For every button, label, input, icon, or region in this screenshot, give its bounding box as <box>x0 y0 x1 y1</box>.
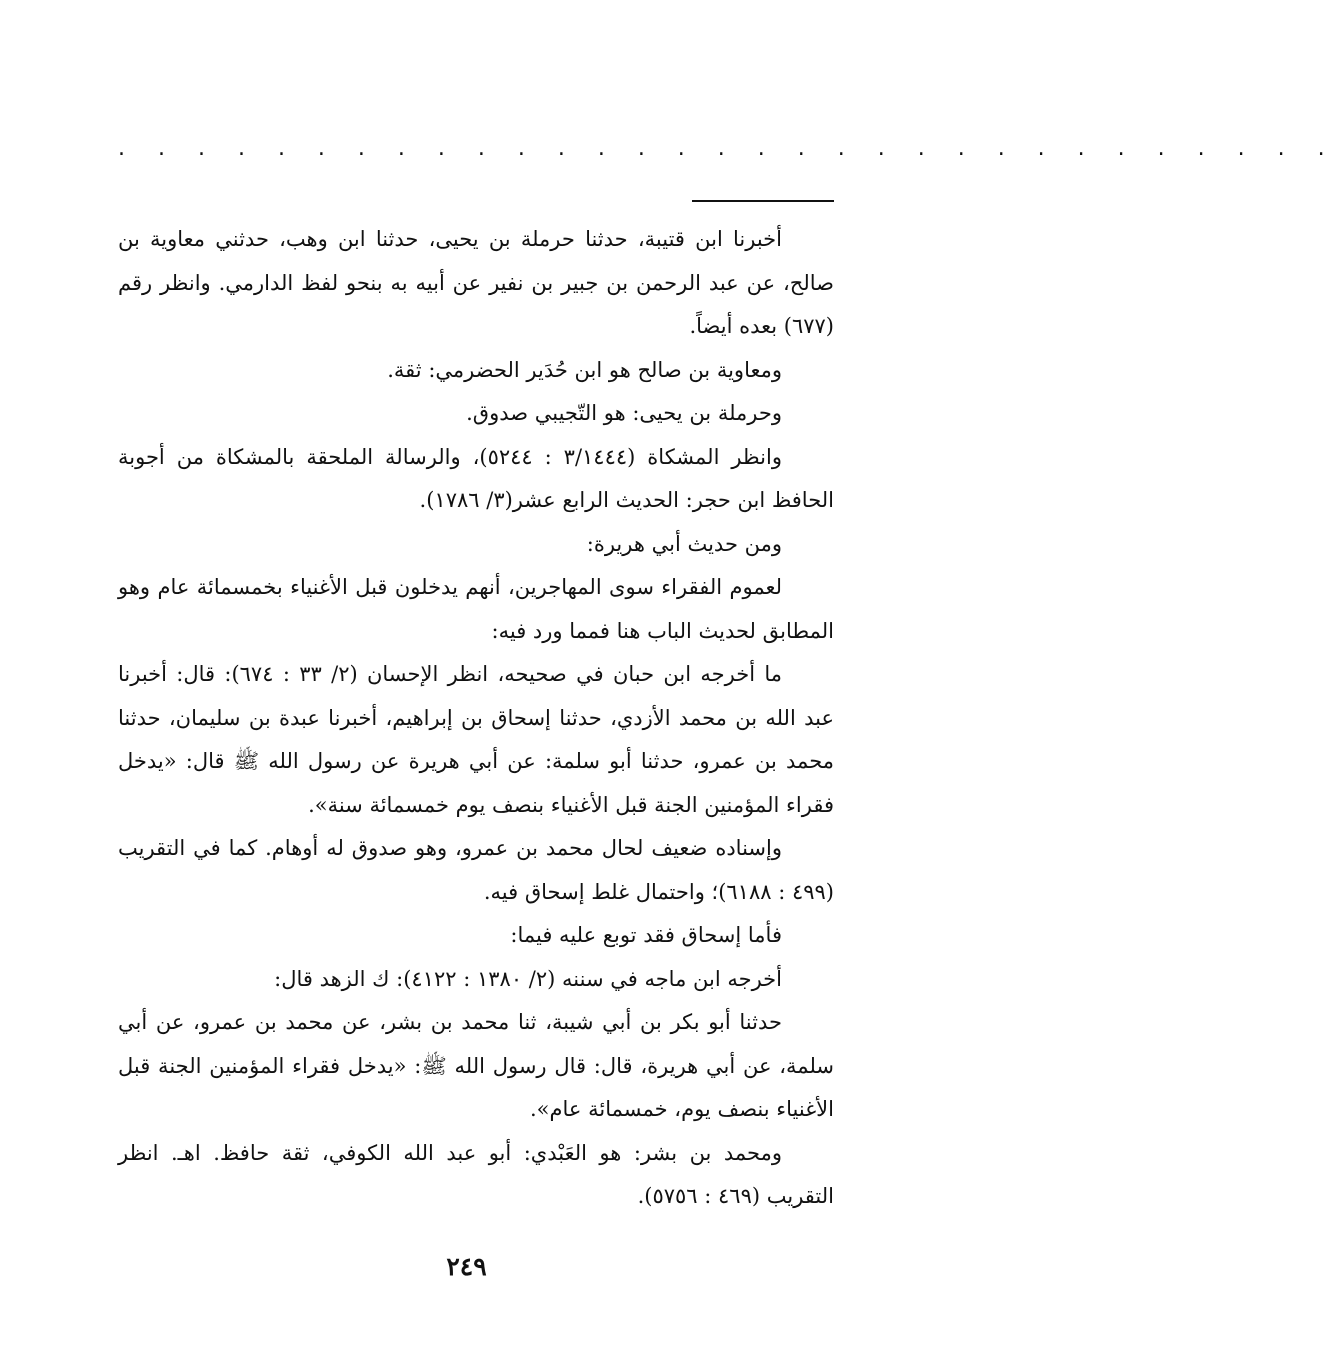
paragraph-8: وإسناده ضعيف لحال محمد بن عمرو، وهو صدوق له أوهام. كما في التقريب (٤٩٩ : ٦١٨٨)؛ واحتمال غلط إسحاق فيه. <box>118 836 834 904</box>
page-number: ٢٤٩ <box>446 1252 487 1281</box>
footnote-rule <box>692 200 834 202</box>
separator-dots: . . . . . . . . . . . . . . . . . . . . . . . . . . . . . . . <box>118 136 1338 161</box>
footnote-text <box>118 218 834 1219</box>
paragraph-11: حدثنا أبو بكر بن أبي شيبة، ثنا محمد بن بشر، عن محمد بن عمرو، عن أبي سلمة، عن أبي هريرة، قال: قال رسول الله ﷺ: «يدخل فقراء المؤمنين الجنة قبل الأغنياء بنصف يوم، خمسمائة عام». <box>118 1010 834 1121</box>
paragraph-2: ومعاوية بن صالح هو ابن حُدَير الحضرمي: ثقة. <box>387 357 782 382</box>
paragraph-9: فأما إسحاق فقد توبع عليه فيما: <box>510 923 782 947</box>
paragraph-10: أخرجه ابن ماجه في سننه (٢/ ١٣٨٠ : ٤١٢٢): ك الزهد قال: <box>274 966 782 991</box>
paragraph-5: ومن حديث أبي هريرة: <box>586 531 782 556</box>
paragraph-3: وحرملة بن يحيى: هو التّجيبي صدوق. <box>466 401 782 425</box>
paragraph-1: أخبرنا ابن قتيبة، حدثنا حرملة بن يحيى، حدثنا ابن وهب، حدثني معاوية بن صالح، عن عبد الرحمن بن جبير بن نفير عن أبيه به بنحو لفظ الدارمي. وانظر رقم (٦٧٧) بعده أيضاً. <box>118 227 834 338</box>
paragraph-4: وانظر المشكاة (٣/١٤٤٤ : ٥٢٤٤)، والرسالة الملحقة بالمشكاة من أجوبة الحافظ ابن حجر: الحديث الرابع عشر(٣/ ١٧٨٦). <box>118 444 834 512</box>
paragraph-7: ما أخرجه ابن حبان في صحيحه، انظر الإحسان (٢/ ٣٣ : ٦٧٤): قال: أخبرنا عبد الله بن محمد الأزدي، حدثنا إسحاق بن إبراهيم، أخبرنا عبدة بن سليمان، حدثنا محمد بن عمرو، حدثنا أبو سلمة: عن أبي هريرة عن رسول الله ﷺ قال: «يدخل فقراء المؤمنين الجنة قبل الأغنياء بنصف يوم خمسمائة سنة». <box>118 662 834 817</box>
paragraph-6: لعموم الفقراء سوى المهاجرين، أنهم يدخلون قبل الأغنياء بخمسمائة عام وهو المطابق لحديث الباب هنا فمما ورد فيه: <box>118 575 834 643</box>
paragraph-12: ومحمد بن بشر: هو العَبْدي: أبو عبد الله الكوفي، ثقة حافظ. اهـ. انظر التقريب (٤٦٩ : ٥٧٥٦). <box>118 1140 834 1208</box>
